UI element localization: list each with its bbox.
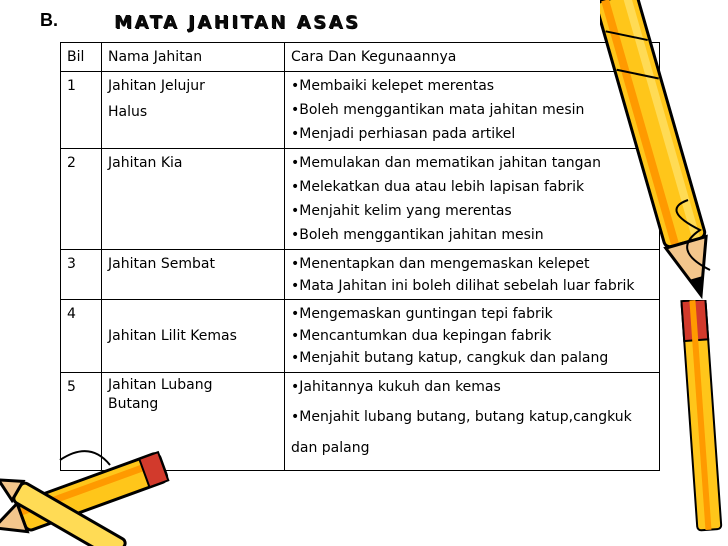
use-item: •Boleh menggantikan mata jahitan mesin (291, 102, 585, 118)
use-item: •Jahitannya kukuh dan kemas (291, 379, 501, 395)
table-row (61, 250, 660, 300)
table-row (61, 72, 660, 149)
stitch-name-line: Jahitan Kia (108, 155, 183, 171)
stitch-name (102, 300, 285, 373)
header-cara-kegunaan: Cara Dan Kegunaannya (285, 43, 660, 72)
stitch-uses (285, 300, 660, 373)
row-number: 3 (61, 250, 102, 300)
header-nama-jahitan: Nama Jahitan (102, 43, 285, 72)
pencil-icon (0, 440, 170, 546)
stitch-name-line: Jahitan Lubang Butang (108, 377, 213, 412)
use-item: •Melekatkan dua atau lebih lapisan fabrik (291, 179, 585, 195)
stitch-name (102, 250, 285, 300)
use-item: •Mengemaskan guntingan tepi fabrik (291, 306, 553, 322)
use-item: •Menjadi perhiasan pada artikel (291, 126, 516, 142)
use-item: •Membaiki kelepet merentas (291, 78, 495, 94)
row-number: 2 (61, 149, 102, 250)
table-row (61, 300, 660, 373)
section-letter: B. (40, 10, 58, 30)
use-item: •Menjahit butang katup, cangkuk dan palang (291, 350, 609, 366)
use-item: •Memulakan dan mematikan jahitan tangan (291, 155, 601, 171)
use-item: •Menentapkan dan mengemaskan kelepet (291, 256, 590, 272)
table-row (61, 149, 660, 250)
header-bil: Bil (61, 43, 102, 72)
use-item: •Menjahit lubang butang, butang katup,cangkuk dan palang (291, 409, 632, 456)
pencil-icon (676, 300, 728, 546)
use-item: •Mencantumkan dua kepingan fabrik (291, 328, 552, 344)
stitch-name-line: Halus (108, 104, 148, 120)
stitch-name-line: Jahitan Jelujur (108, 78, 205, 94)
page-title: MATA JAHITAN ASAS (114, 12, 361, 33)
stitch-name (102, 149, 285, 250)
stitch-name (102, 72, 285, 149)
use-item: •Menjahit kelim yang merentas (291, 203, 512, 219)
stitch-uses (285, 373, 660, 471)
table-header-row (61, 43, 660, 72)
row-number: 4 (61, 300, 102, 373)
row-number: 1 (61, 72, 102, 149)
row-number: 5 (61, 373, 102, 471)
use-item: •Boleh menggantikan jahitan mesin (291, 227, 544, 243)
use-item: •Mata Jahitan ini boleh dilihat sebelah luar fabrik (291, 278, 635, 294)
pencil-icon (600, 0, 728, 310)
stitch-table (60, 42, 660, 471)
stitch-name-line: Jahitan Sembat (108, 256, 215, 272)
stitch-name-line: Jahitan Lilit Kemas (108, 328, 237, 344)
